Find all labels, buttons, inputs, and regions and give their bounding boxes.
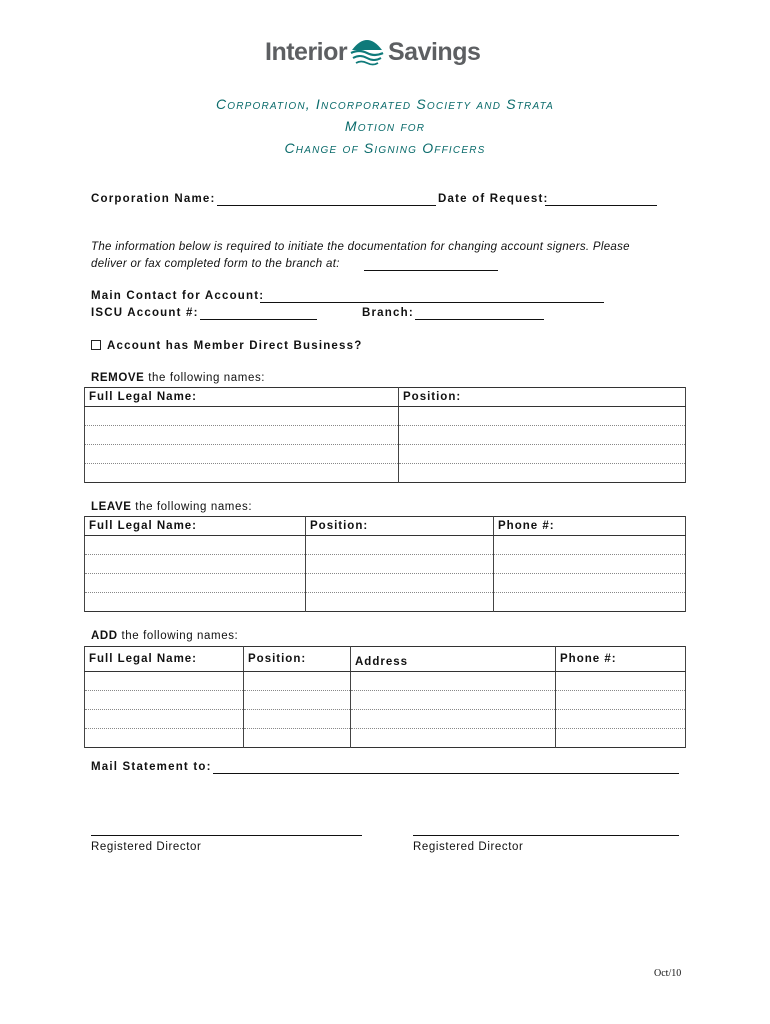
table-header-row	[85, 517, 686, 536]
table-cell[interactable]	[85, 426, 399, 445]
table-cell[interactable]	[244, 710, 351, 729]
table-cell[interactable]	[494, 574, 686, 593]
logo-word-savings: Savings	[388, 38, 481, 66]
table-row	[85, 445, 686, 464]
leave-table	[84, 516, 686, 612]
corporation-name-line[interactable]	[217, 205, 436, 206]
table-header-row	[85, 647, 686, 672]
table-row	[85, 593, 686, 612]
table-cell[interactable]	[85, 407, 399, 426]
leave-col-full-legal-name: Full Legal Name:	[85, 517, 306, 536]
member-direct-checkbox[interactable]	[91, 340, 101, 350]
table-cell[interactable]	[85, 574, 306, 593]
table-cell[interactable]	[306, 555, 494, 574]
wave-mountain-icon	[349, 32, 385, 68]
interior-savings-logo	[265, 32, 480, 76]
table-cell[interactable]	[399, 426, 686, 445]
table-cell[interactable]	[494, 555, 686, 574]
table-cell[interactable]	[494, 593, 686, 612]
table-cell[interactable]	[85, 593, 306, 612]
add-table	[84, 646, 686, 748]
table-cell[interactable]	[306, 574, 494, 593]
main-contact-label: Main Contact for Account:	[91, 290, 265, 302]
form-version: Oct/10	[654, 968, 682, 979]
branch-line[interactable]	[415, 319, 544, 320]
table-cell[interactable]	[351, 691, 556, 710]
table-cell[interactable]	[556, 672, 686, 691]
logo-word-interior: Interior	[265, 38, 348, 66]
table-row	[85, 672, 686, 691]
table-cell[interactable]	[351, 672, 556, 691]
table-cell[interactable]	[306, 593, 494, 612]
table-row	[85, 407, 686, 426]
table-cell[interactable]	[556, 729, 686, 748]
table-cell[interactable]	[244, 672, 351, 691]
table-cell[interactable]	[399, 445, 686, 464]
date-of-request-label: Date of Request:	[438, 193, 549, 205]
remove-heading-text: the following names:	[144, 372, 266, 384]
table-cell[interactable]	[85, 445, 399, 464]
remove-heading-keyword: REMOVE	[91, 372, 145, 384]
table-cell[interactable]	[85, 555, 306, 574]
table-row	[85, 710, 686, 729]
mail-statement-line[interactable]	[213, 773, 679, 774]
add-heading	[91, 630, 238, 642]
table-cell[interactable]	[556, 691, 686, 710]
table-cell[interactable]	[85, 710, 244, 729]
signature-label-left: Registered Director	[91, 841, 202, 853]
form-title-line-2: Motion for	[344, 118, 426, 134]
table-row	[85, 729, 686, 748]
signature-line-left[interactable]	[91, 835, 362, 836]
table-cell[interactable]	[556, 710, 686, 729]
form-title-line-1: Corporation, Incorporated Society and Strata	[215, 96, 555, 112]
table-cell[interactable]	[351, 710, 556, 729]
remove-table	[84, 387, 686, 483]
table-cell[interactable]	[399, 407, 686, 426]
table-row	[85, 536, 686, 555]
leave-col-phone: Phone #:	[494, 517, 686, 536]
corporation-name-label: Corporation Name:	[91, 193, 216, 205]
add-col-full-legal-name: Full Legal Name:	[85, 647, 244, 672]
signature-line-right[interactable]	[413, 835, 679, 836]
date-of-request-line[interactable]	[545, 205, 657, 206]
main-contact-line[interactable]	[260, 302, 604, 303]
table-row	[85, 464, 686, 483]
branch-fax-line[interactable]	[364, 270, 498, 271]
table-cell[interactable]	[85, 729, 244, 748]
mail-statement-label: Mail Statement to:	[91, 761, 212, 773]
signature-label-right: Registered Director	[413, 841, 524, 853]
remove-col-full-legal-name: Full Legal Name:	[85, 388, 399, 407]
table-cell[interactable]	[494, 536, 686, 555]
table-cell[interactable]	[85, 691, 244, 710]
branch-label: Branch:	[362, 307, 414, 319]
leave-heading-keyword: LEAVE	[91, 501, 132, 513]
add-col-phone: Phone #:	[556, 647, 686, 672]
table-cell[interactable]	[399, 464, 686, 483]
table-cell[interactable]	[306, 536, 494, 555]
iscu-account-line[interactable]	[200, 319, 317, 320]
table-cell[interactable]	[244, 729, 351, 748]
add-heading-text: the following names:	[117, 630, 239, 642]
remove-heading	[91, 372, 265, 384]
table-row	[85, 691, 686, 710]
leave-heading-text: the following names:	[131, 501, 253, 513]
iscu-account-label: ISCU Account #:	[91, 307, 199, 319]
instructions-line-2: deliver or fax completed form to the branch at:	[91, 258, 340, 270]
add-heading-keyword: ADD	[91, 630, 118, 642]
add-col-address: Address	[351, 647, 556, 672]
form-title-line-3: Change of Signing Officers	[284, 140, 486, 156]
add-col-position: Position:	[244, 647, 351, 672]
table-row	[85, 426, 686, 445]
table-cell[interactable]	[244, 691, 351, 710]
table-cell[interactable]	[85, 464, 399, 483]
leave-col-position: Position:	[306, 517, 494, 536]
table-cell[interactable]	[85, 672, 244, 691]
leave-heading	[91, 501, 252, 513]
member-direct-row	[91, 340, 362, 352]
table-header-row	[85, 388, 686, 407]
table-cell[interactable]	[85, 536, 306, 555]
table-row	[85, 555, 686, 574]
member-direct-label: Account has Member Direct Business?	[107, 340, 363, 352]
remove-col-position: Position:	[399, 388, 686, 407]
table-cell[interactable]	[351, 729, 556, 748]
table-row	[85, 574, 686, 593]
instructions-line-1: The information below is required to initiate the documentation for changing account signers. Please	[91, 241, 630, 253]
